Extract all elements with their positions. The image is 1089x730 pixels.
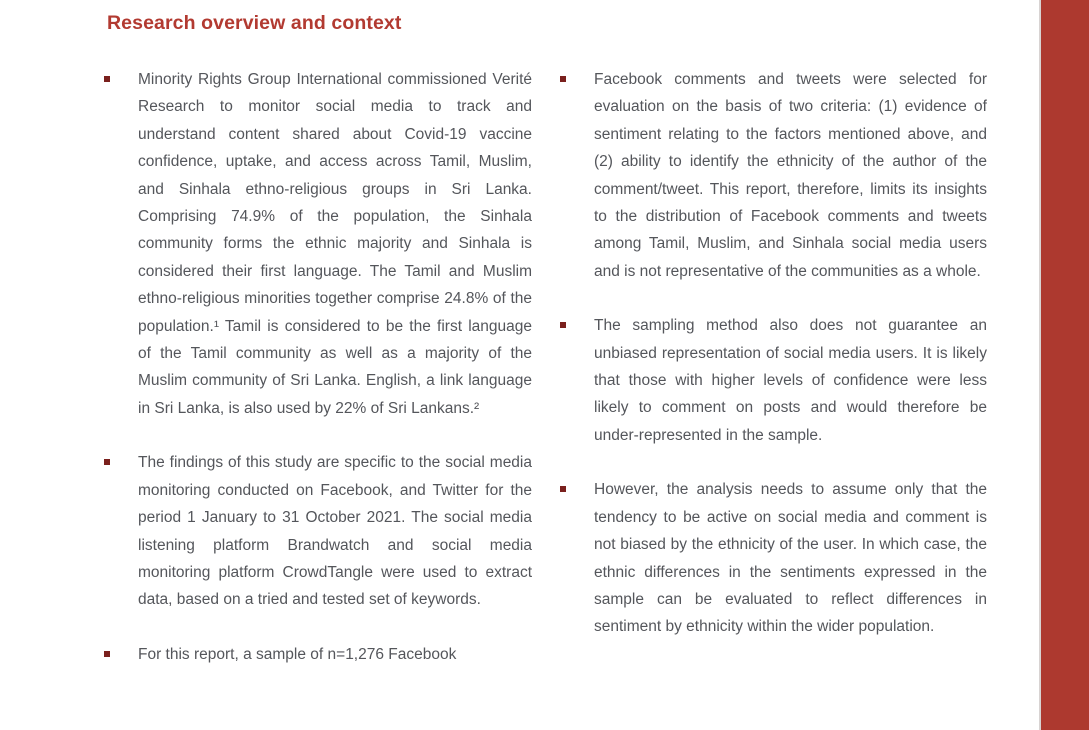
- bullet-square-icon: [104, 651, 110, 657]
- bullet-square-icon: [104, 459, 110, 465]
- bullet-item: [104, 66, 532, 422]
- bullet-square-icon: [104, 76, 110, 82]
- bullet-item: [560, 66, 987, 285]
- bullet-square-icon: [560, 322, 566, 328]
- bullet-text: Facebook comments and tweets were selected for evaluation on the basis of two criteria: (1) evidence of sentiment relating to the factors mentioned above, and (2) ability to identify the ethnicity of the author of the comment/tweet. This report, therefore, limits its insights to the distribution of Facebook comments and tweets among Tamil, Muslim, and Sinhala social media users and is not representative of the communities as a whole.: [594, 71, 987, 280]
- sidebar-accent-bar: [1039, 0, 1089, 730]
- bullet-text: The sampling method also does not guarantee an unbiased representation of social media users. It is likely that those with higher levels of confidence were less likely to comment on posts and would therefore be under-represented in the sample.: [594, 317, 987, 444]
- bullet-item: [560, 476, 987, 640]
- bullet-item: [104, 449, 532, 613]
- bullet-square-icon: [560, 76, 566, 82]
- bullet-text: The findings of this study are specific to the social media monitoring conducted on Facebook, and Twitter for the period 1 January to 31 October 2021. The social media listening platform Brandwatch and social media monitoring platform CrowdTangle were used to extract data, based on a tried and tested set of keywords.: [138, 454, 532, 609]
- page-title: Research overview and context: [107, 12, 402, 34]
- left-column: [104, 66, 532, 695]
- bullet-text: However, the analysis needs to assume only that the tendency to be active on social media and comment is not biased by the ethnicity of the user. In which case, the ethnic differences in the sentiments expressed in the sample can be evaluated to reflect differences in sentiment by ethnicity within the wider population.: [594, 481, 987, 636]
- right-column: [560, 66, 987, 668]
- bullet-square-icon: [560, 486, 566, 492]
- bullet-text: For this report, a sample of n=1,276 Facebook: [138, 645, 457, 663]
- bullet-item: [104, 641, 532, 668]
- bullet-text: Minority Rights Group International commissioned Verité Research to monitor social media to track and understand content shared about Covid-19 vaccine confidence, uptake, and access across Tamil, Muslim, and Sinhala ethno-religious groups in Sri Lanka. Comprising 74.9% of the population, the Sinhala community forms the ethnic majority and Sinhala is considered their first language. The Tamil and Muslim ethno-religious minorities together comprise 24.8% of the population.¹ Tamil is considered to be the first language of the Tamil community as well as a majority of the Muslim community of Sri Lanka. English, a link language in Sri Lanka, is also used by 22% of Sri Lankans.²: [138, 71, 532, 417]
- bullet-item: [560, 312, 987, 449]
